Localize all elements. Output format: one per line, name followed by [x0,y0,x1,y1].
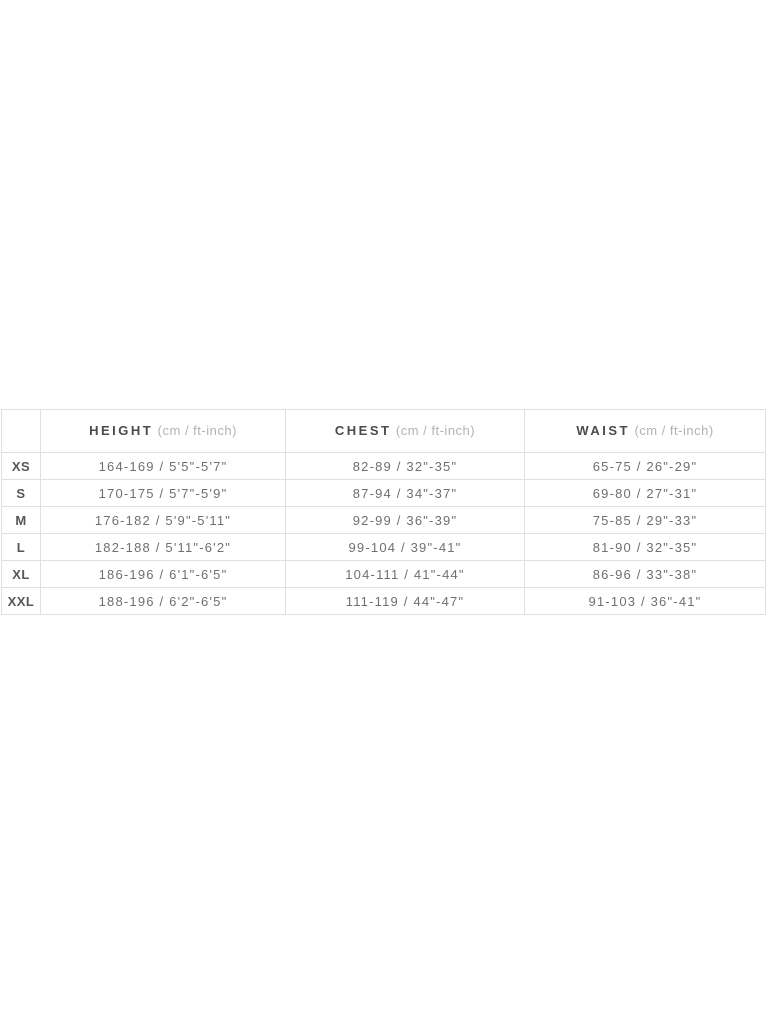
waist-value: 69-80 / 27"-31" [525,480,766,507]
chest-value: 111-119 / 44"-47" [286,588,525,615]
size-label: XL [2,561,41,588]
height-value: 188-196 / 6'2"-6'5" [41,588,286,615]
height-value: 182-188 / 5'11"-6'2" [41,534,286,561]
chest-value: 99-104 / 39"-41" [286,534,525,561]
size-label: L [2,534,41,561]
header-row [2,410,766,453]
height-value: 176-182 / 5'9"-5'11" [41,507,286,534]
size-label: M [2,507,41,534]
waist-column-title: WAIST [576,423,630,438]
size-label: S [2,480,41,507]
height-value: 186-196 / 6'1"-6'5" [41,561,286,588]
chest-value: 82-89 / 32"-35" [286,453,525,480]
height-column-unit: (cm / ft-inch) [157,423,237,438]
waist-column-header [525,410,766,453]
chest-column-title: CHEST [334,423,392,438]
waist-column-unit: (cm / ft-inch) [634,423,714,438]
chest-value: 104-111 / 41"-44" [286,561,525,588]
size-label: XS [2,453,41,480]
table-row-xl [2,561,766,588]
height-value: 170-175 / 5'7"-5'9" [41,480,286,507]
size-chart-table [1,409,766,615]
chest-column-header [286,410,525,453]
table-row-m [2,507,766,534]
waist-value: 91-103 / 36"-41" [525,588,766,615]
table-row-l [2,534,766,561]
waist-value: 75-85 / 29"-33" [525,507,766,534]
table-row-xs [2,453,766,480]
chest-column-unit: (cm / ft-inch) [395,423,476,438]
chest-value: 92-99 / 36"-39" [286,507,525,534]
waist-value: 81-90 / 32"-35" [525,534,766,561]
waist-value: 86-96 / 33"-38" [525,561,766,588]
size-chart-body [2,453,766,615]
table-row-xxl [2,588,766,615]
size-label: XXL [2,588,41,615]
height-value: 164-169 / 5'5"-5'7" [41,453,286,480]
chest-value: 87-94 / 34"-37" [286,480,525,507]
size-column-header [2,410,41,453]
table-row-s [2,480,766,507]
height-column-header [41,410,286,453]
height-column-title: HEIGHT [89,423,154,438]
size-chart-header [2,410,766,453]
waist-value: 65-75 / 26"-29" [525,453,766,480]
